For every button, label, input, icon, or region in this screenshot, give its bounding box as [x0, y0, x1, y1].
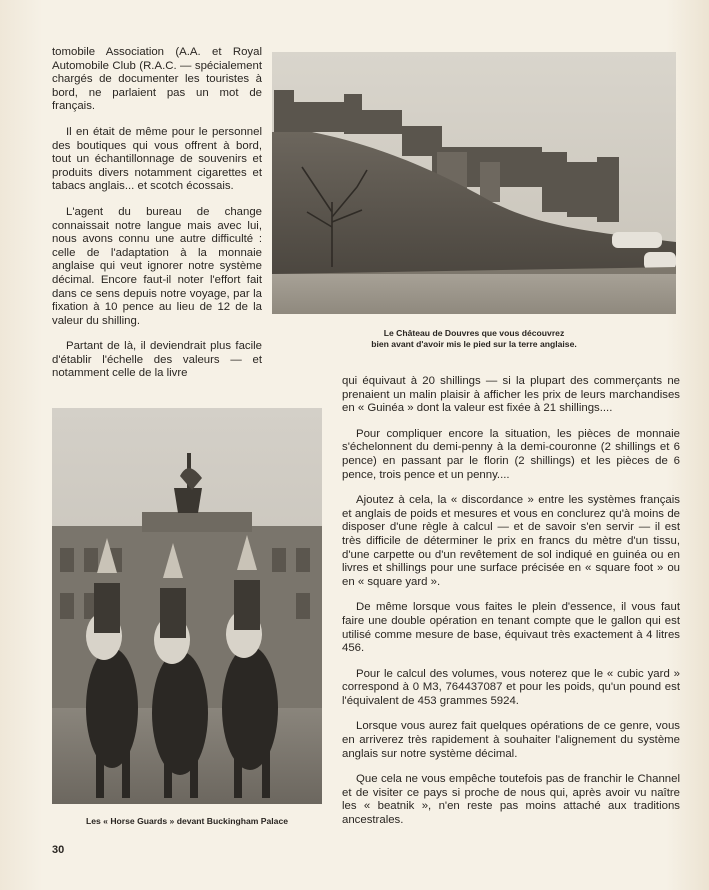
paragraph: Partant de là, il deviendrait plus facile d'établir l'échelle des valeurs — et notamment celle de la livre: [52, 340, 262, 380]
paragraph: qui équivaut à 20 shillings — si la plupart des commerçants ne prenaient un malin plaisir à afficher les prix de leurs marchandises en « Guinéa » dont la valeur est fixée à 21 shillings....: [342, 375, 680, 415]
caption-line: bien avant d'avoir mis le pied sur la terre anglaise.: [371, 339, 577, 349]
left-text-column: [52, 46, 262, 393]
page-number: 30: [52, 844, 65, 856]
castle-caption: [272, 328, 676, 350]
paragraph: Il en était de même pour le personnel des boutiques qui vous offrent à bord, tout un échantillonnage de souvenirs et produits divers notamment cigarettes et tabacs anglais... et scotch écossais.: [52, 125, 262, 193]
paragraph: tomobile Association (A.A. et Royal Automobile Club (R.A.C. — spécialement chargés de documenter les touristes à bord, ne parlaient pas un mot de français.: [52, 46, 262, 113]
guards-caption: Les « Horse Guards » devant Buckingham Palace: [85, 816, 289, 826]
dover-castle-photo: [272, 52, 676, 314]
paragraph: Ajoutez à cela, la « discordance » entre les systèmes français et anglais de poids et mesures et vous en conclurez qu'à moins de disposer d'une règle à calcul — et de savoir s'en servir — il est très difficile de déterminer le prix en francs du mètre d'un tissu, d'une carpette ou d'un revêtement de sol indiqué en guinéa ou en livres et shillings pour une surface précisée en « square foot » ou en « square yard ».: [342, 494, 680, 588]
paragraph: De même lorsque vous faites le plein d'essence, il vous faut faire une double opération en tenant compte que le gallon qui est utilisé comme mesure de base, équivaut très exactement à 4 litres 456.: [342, 601, 680, 655]
horse-guards-photo: [52, 408, 322, 804]
paragraph: Pour le calcul des volumes, vous noterez que le « cubic yard » correspond à 0 M3, 764437087 et pour les poids, qu'un pound est l'équivalent de 453 grammes 5924.: [342, 667, 680, 707]
paragraph: Lorsque vous aurez fait quelques opérations de ce genre, vous en arriverez très rapidement à souhaiter l'alignement du système anglais sur notre système décimal.: [342, 720, 680, 760]
caption-line: Le Château de Douvres que vous découvrez: [383, 328, 565, 338]
paragraph: L'agent du bureau de change connaissait notre langue mais avec lui, nous avons connu une autre difficulté : celle de l'adaptation à la monnaie anglaise qui veut ignorer notre système décimal. Encore faut-il noter l'effort fait dans ce sens depuis notre voyage, par la fixation à 10 pence au lieu de 12 de la valeur du shilling.: [52, 205, 262, 327]
right-text-column: [342, 375, 680, 840]
paragraph: Que cela ne vous empêche toutefois pas de franchir le Channel et de visiter ce pays si proche de nous qui, après avoir vu naître les « beatnik », n'en reste pas moins attaché aux traditions ancestrales.: [342, 773, 680, 827]
paragraph: Pour compliquer encore la situation, les pièces de monnaie s'échelonnent du demi-penny à la demi-couronne (2 shillings et 6 pence) en passant par le florin (2 shillings) et les pièces de 6 pence, trois pence et un penny....: [342, 427, 680, 481]
